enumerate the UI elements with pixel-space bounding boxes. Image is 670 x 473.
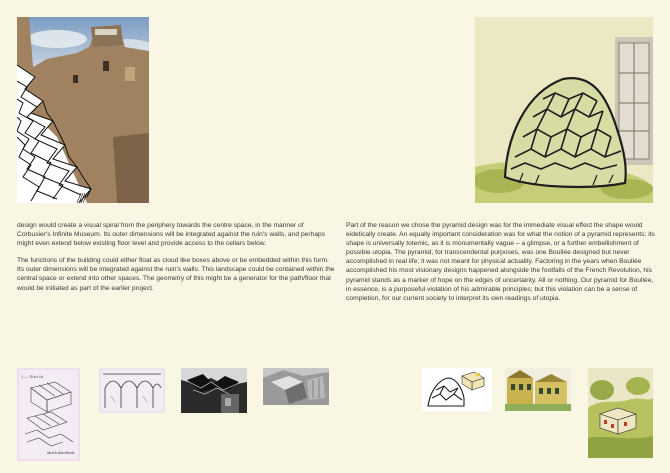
left-paragraph-1: design would create a visual spiral from the periphery towards the centre space, in the manner of Corbusier's Infinite Museum. Its outer dimensions will be integrated against the ruin's walls, and perhaps might even extend below existing floor level and provide access to the cellars below.	[17, 222, 326, 248]
left-text-column	[17, 221, 335, 301]
sketch-signature: sketch sketchbook	[47, 451, 75, 455]
sketch-corner-note: 1 — Ruin 1b	[21, 374, 44, 379]
buildings-watercolor	[505, 368, 571, 411]
pyramid-painting	[475, 17, 653, 203]
left-paragraph-2: The functions of the building could either float as cloud like boxes above or be embedded within this form. Its outer dimensions will be integrated against the ruin's walls. This landscape could be contained within the central space or extend into other spaces. The geometry of this might be a generator for the path/floor that would be initiated as part of the earlier project.	[17, 257, 335, 292]
vaulted-arches-sketch	[99, 368, 165, 413]
right-paragraph-1: Part of the reason we chose the pyramid design was for the immediate visual effect the shape would eidetically create. An equally important consideration was for what the notion of a pyramid represents: its shape is universally totemic, as it is monumentally vague – a glimpse, or a further embellishment of possible utopia. The pyramid, for transcendental purposes, was one Boullée designed but never accomplished in real life; it was not meant for physical actuality. Factoring in the years when Boullée accomplished his most visionary designs happened alongside the footfalls of the French Revolution, his pyramid stands as a marker of hope on the edges of uncertainty. All or nothing. Our pyramid for Boullée, in essence, is a purposeful violation of his admirable principles; but this violation can be a sense of completion, for our current society to interpret its own readings of utopia.	[346, 222, 655, 302]
landscape-watercolor	[588, 368, 653, 458]
ruin-photo-sketch-overlay	[17, 17, 149, 203]
pyramid-line-sketch	[422, 368, 492, 411]
axonometric-sketch-page	[17, 368, 80, 461]
cave-photo-overlay	[181, 368, 247, 413]
grey-model-render	[263, 368, 329, 405]
right-text-column	[346, 221, 656, 311]
